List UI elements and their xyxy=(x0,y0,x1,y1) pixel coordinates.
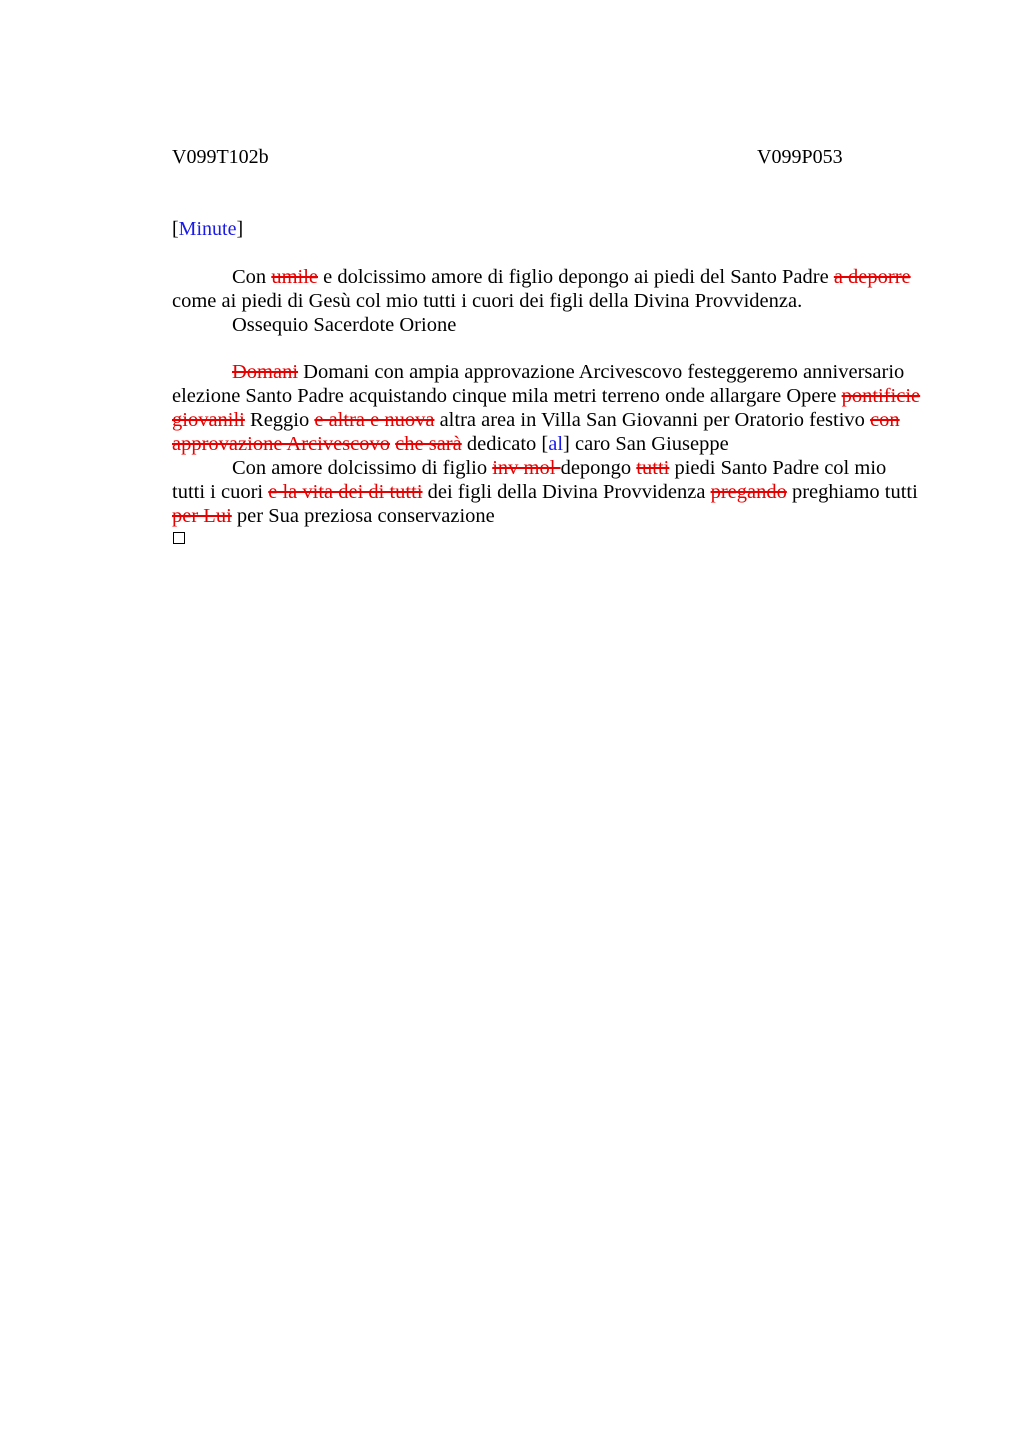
deleted-text: pregando xyxy=(710,481,787,503)
text-run: tutti i cuori xyxy=(172,481,269,503)
paragraph-1-line-2: come ai piedi di Gesù col mio tutti i cuori dei figli della Divina Provvidenza. xyxy=(172,290,803,312)
text-run: e dolcissimo amore di figlio depongo ai piedi del Santo Padre xyxy=(318,266,834,288)
document-code-left: V099T102b xyxy=(172,146,269,168)
deleted-text: Domani xyxy=(232,361,299,383)
heading-close-bracket: ] xyxy=(236,218,244,240)
text-run: Reggio xyxy=(244,409,315,431)
paragraph-1-line-1 xyxy=(232,265,911,289)
text-run: dei figli della Divina Provvidenza xyxy=(422,481,711,503)
paragraph-2-line-4 xyxy=(172,432,729,456)
editorial-bracket: [ xyxy=(541,433,549,455)
editorial-bracket: ] xyxy=(563,433,570,455)
deleted-text: che sarà xyxy=(395,433,462,455)
text-run: per Sua preziosa conservazione xyxy=(231,505,495,527)
paragraph-2-line-3 xyxy=(172,408,900,432)
deleted-text: tutti xyxy=(636,457,670,479)
empty-checkbox-square xyxy=(173,532,185,544)
deleted-text: giovanili xyxy=(172,409,245,431)
document-code-right: V099P053 xyxy=(757,146,843,168)
text-run: Con xyxy=(232,266,272,288)
deleted-text: a deporre xyxy=(833,266,911,288)
text-run: altra area in Villa San Giovanni per Oratorio festivo xyxy=(434,409,871,431)
text-run: Con amore dolcissimo di figlio xyxy=(232,457,493,479)
section-heading xyxy=(172,218,243,241)
heading-open-bracket: [ xyxy=(172,218,179,240)
text-run: caro San Giuseppe xyxy=(569,433,729,455)
deleted-text: umile xyxy=(271,266,318,288)
text-run: dedicato xyxy=(461,433,542,455)
text-run: Domani con ampia approvazione Arcivescovo festeggeremo anniversario xyxy=(298,361,905,383)
editorial-insertion: al xyxy=(548,433,564,455)
paragraph-2-line-2 xyxy=(172,384,920,408)
deleted-text: inv mol xyxy=(492,457,561,479)
deleted-text: con xyxy=(870,409,900,431)
deleted-text: e la vita dei di tutti xyxy=(268,481,423,503)
deleted-text: approvazione Arcivescovo xyxy=(172,433,391,455)
paragraph-2-line-1 xyxy=(232,360,904,384)
text-run: piedi Santo Padre col mio xyxy=(669,457,887,479)
paragraph-2-line-7 xyxy=(172,504,495,528)
deleted-text: pontificie xyxy=(841,385,921,407)
deleted-text: e altra e nuova xyxy=(314,409,435,431)
deleted-text: per Lui xyxy=(172,505,232,527)
paragraph-2-line-5 xyxy=(232,456,886,480)
text-run: elezione Santo Padre acquistando cinque mila metri terreno onde allargare Opere xyxy=(172,385,842,407)
text-run: preghiamo tutti xyxy=(786,481,918,503)
heading-label: Minute xyxy=(178,218,237,240)
text-run: depongo xyxy=(560,457,637,479)
signature-line: Ossequio Sacerdote Orione xyxy=(232,314,457,336)
paragraph-2-line-6 xyxy=(172,480,918,504)
